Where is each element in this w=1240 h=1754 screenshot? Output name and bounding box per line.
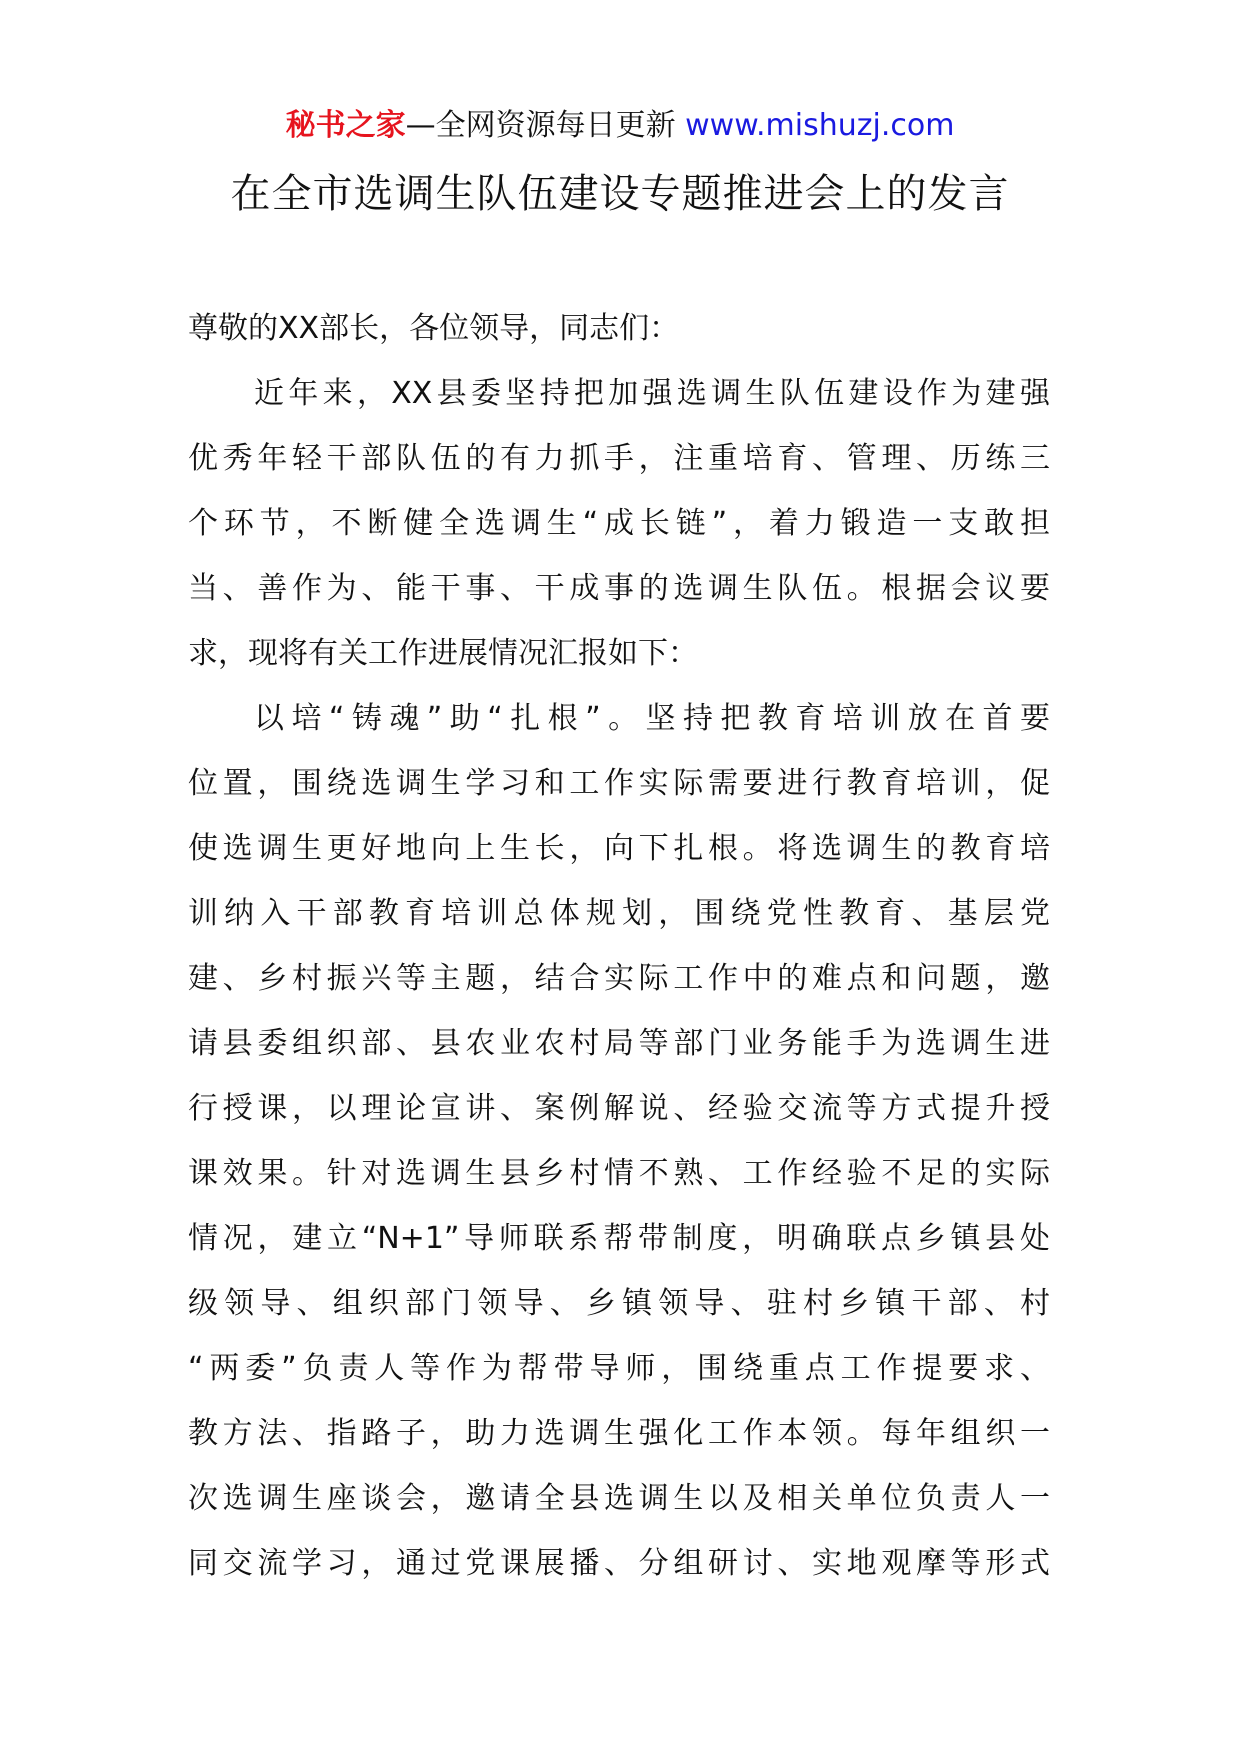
text-line: 优秀年轻干部队伍的有力抓手，注重培育、管理、历练三: [188, 441, 1050, 476]
text-line: 近年来，XX县委坚持把加强选调生队伍建设作为建强: [254, 376, 1050, 411]
text-line: 情况，建立“N+1”导师联系帮带制度，明确联点乡镇县处: [188, 1221, 1050, 1256]
site-header: [0, 104, 1240, 148]
text-line: “两委”负责人等作为帮带导师，围绕重点工作提要求、: [188, 1351, 1050, 1386]
text-line: 使选调生更好地向上生长，向下扎根。将选调生的教育培: [188, 831, 1050, 866]
document-title: 在全市选调生队伍建设专题推进会上的发言: [230, 171, 1010, 217]
text-line: 教方法、指路子，助力选调生强化工作本领。每年组织一: [188, 1416, 1050, 1451]
text-line: 课效果。针对选调生县乡村情不熟、工作经验不足的实际: [188, 1156, 1050, 1191]
text-line: 同交流学习，通过党课展播、分组研讨、实地观摩等形式: [188, 1546, 1050, 1581]
text-line: 以培“铸魂”助“扎根”。坚持把教育培训放在首要: [254, 701, 1050, 736]
text-line: 行授课，以理论宣讲、案例解说、经验交流等方式提升授: [188, 1091, 1050, 1126]
header-tagline: —全网资源每日更新: [405, 108, 686, 143]
text-line: 请县委组织部、县农业农村局等部门业务能手为选调生进: [188, 1026, 1050, 1061]
text-line: 建、乡村振兴等主题，结合实际工作中的难点和问题，邀: [188, 961, 1050, 996]
brand-name: 秘书之家: [285, 108, 406, 143]
text-line: 当、善作为、能干事、干成事的选调生队伍。根据会议要: [188, 571, 1050, 606]
text-line: 位置，围绕选调生学习和工作实际需要进行教育培训，促: [188, 766, 1050, 801]
text-line: 个环节，不断健全选调生“成长链”，着力锻造一支敢担: [188, 506, 1050, 541]
text-line: 训纳入干部教育培训总体规划，围绕党性教育、基层党: [188, 896, 1050, 931]
document-body: [188, 296, 1050, 1596]
text-line: 次选调生座谈会，邀请全县选调生以及相关单位负责人一: [188, 1481, 1050, 1516]
text-line: 求，现将有关工作进展情况汇报如下：: [188, 636, 698, 671]
site-url[interactable]: www.mishuzj.com: [685, 108, 955, 143]
text-line: 尊敬的XX部长，各位领导，同志们：: [188, 311, 680, 346]
text-line: 级领导、组织部门领导、乡镇领导、驻村乡镇干部、村: [188, 1286, 1050, 1321]
